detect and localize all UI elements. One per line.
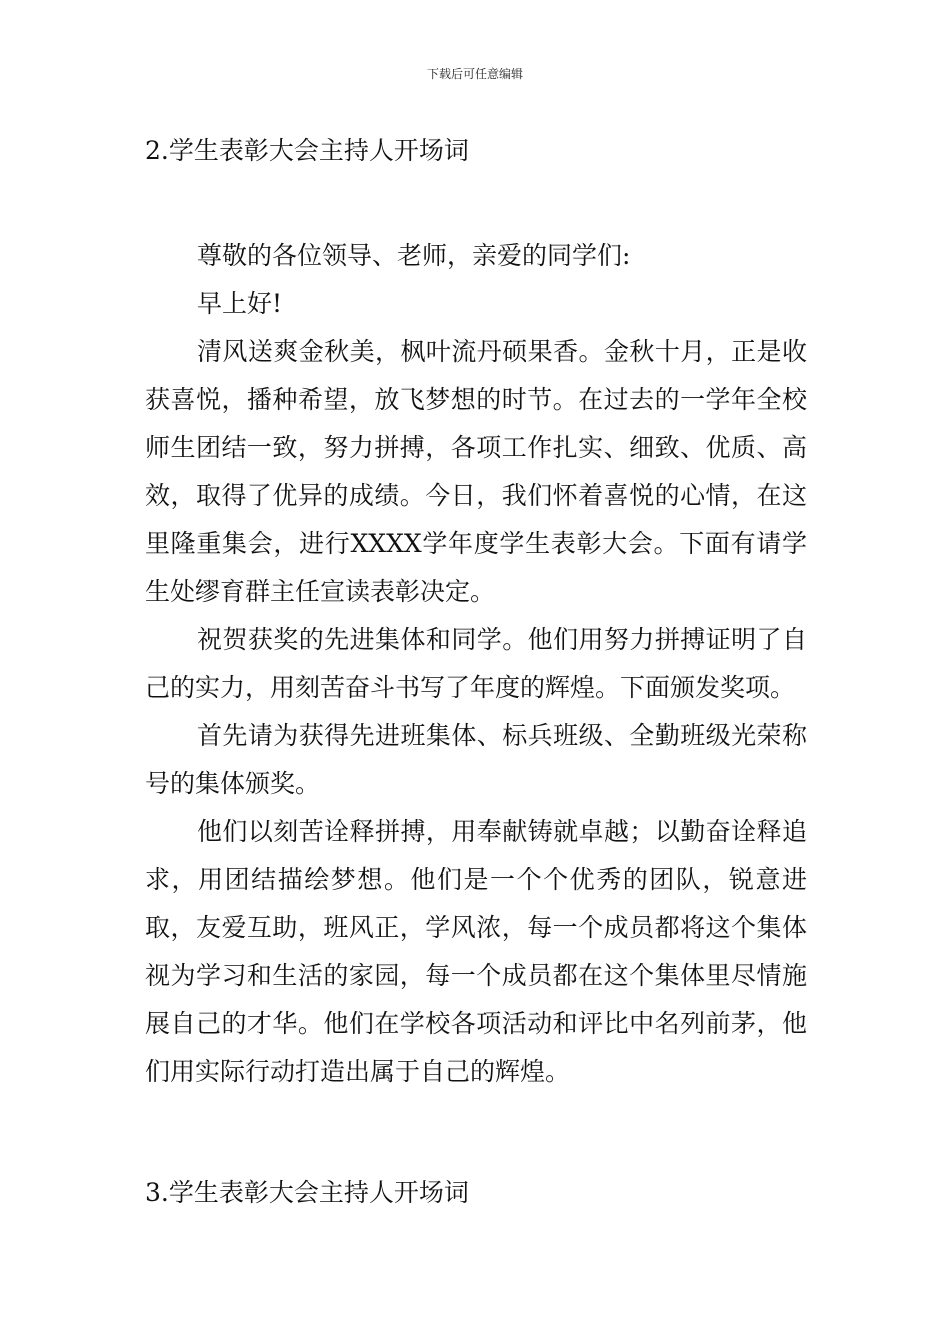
greeting-paragraph: 尊敬的各位领导、老师，亲爱的同学们:	[197, 241, 631, 270]
header-note: 下载后可任意编辑	[426, 67, 523, 81]
congratulation-paragraph: 祝贺获奖的先进集体和同学。他们用努力拼搏证明了自己的实力，用刻苦奋斗书写了年度的辉煌。下面颁发奖项。	[145, 625, 807, 702]
section-body	[145, 232, 807, 1096]
award-intro-paragraph: 首先请为获得先进班集体、标兵班级、全勤班级光荣称号的集体颁奖。	[145, 721, 807, 798]
section-heading-3: 3.学生表彰大会主持人开场词	[145, 1178, 469, 1207]
team-praise-paragraph: 他们以刻苦诠释拼搏，用奉献铸就卓越；以勤奋诠释追求，用团结描绘梦想。他们是一个个优秀的团队，锐意进取，友爱互助，班风正，学风浓，每一个成员都将这个集体视为学习和生活的家园，每一个成员都在这个集体里尽情施展自己的才华。他们在学校各项活动和评比中名列前茅，他们用实际行动打造出属于自己的辉煌。	[145, 817, 807, 1086]
opening-paragraph: 清风送爽金秋美，枫叶流丹硕果香。金秋十月，正是收获喜悦，播种希望，放飞梦想的时节。在过去的一学年全校师生团结一致，努力拼搏，各项工作扎实、细致、优质、高效，取得了优异的成绩。今日，我们怀着喜悦的心情，在这里隆重集会，进行XXXX学年度学生表彰大会。下面有请学生处缪育群主任宣读表彰决定。	[145, 337, 807, 606]
section-heading-2: 2.学生表彰大会主持人开场词	[145, 136, 469, 165]
good-morning-paragraph: 早上好!	[197, 289, 283, 318]
